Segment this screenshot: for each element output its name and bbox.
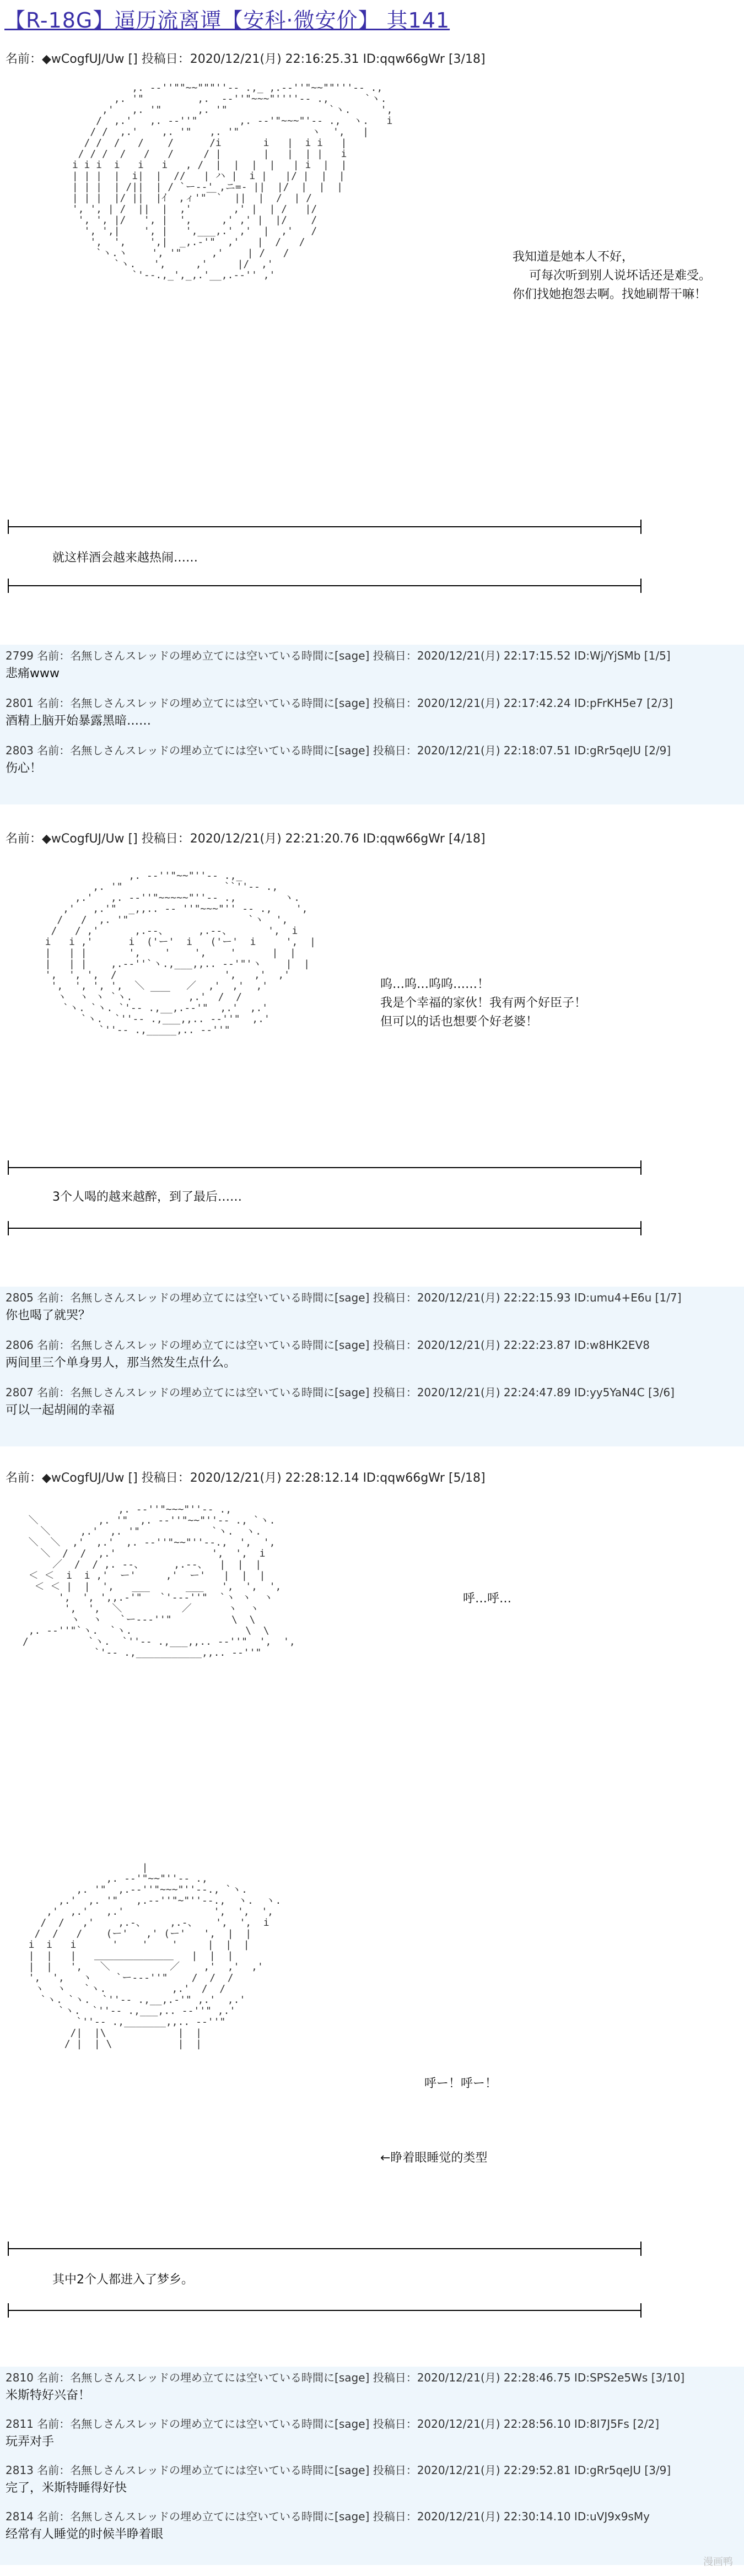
speech-line: 呜…呜…呜呜……！ xyxy=(380,978,490,991)
speech-line: 可每次听到别人说坏话还是难受。 xyxy=(529,269,711,283)
speech-line: 我是个幸福的家伙！我有两个好臣子！ xyxy=(380,996,587,1010)
reply-header: 2811 名前：名無しさんスレッドの埋め立てには空いている時間に[sage] 投稿日：2020/12/21(月) 22:28:56.10 ID:8I7J5Fs [2/2] xyxy=(6,2417,660,2431)
speech-line: 你们找她抱怨去啊。找她刷帮干嘛！ xyxy=(513,288,707,301)
speech-line: 呼…呼… xyxy=(463,1592,512,1606)
reply xyxy=(0,645,744,683)
reply-header: 2799 名前：名無しさんスレッドの埋め立てには空いている時間に[sage] 投稿日：2020/12/21(月) 22:17:15.52 ID:Wj/YjSMb [1/5] xyxy=(6,649,671,662)
post-header: 名前：◆wCogfUJ/Uw [] 投稿日：2020/12/21(月) 22:16:25.31 ID:qqw66gWr [3/18] xyxy=(6,52,486,66)
reply-body: 完了，米斯特睡得好快 xyxy=(6,2481,127,2495)
reply-body: 米斯特好兴奋！ xyxy=(6,2389,91,2402)
reply-header: 2803 名前：名無しさんスレッドの埋め立てには空いている時間に[sage] 投稿日：2020/12/21(月) 22:18:07.51 ID:gRr5qeJU [2/9] xyxy=(6,744,671,757)
post-header: 名前：◆wCogfUJ/Uw [] 投稿日：2020/12/21(月) 22:28:12.14 ID:qqw66gWr [5/18] xyxy=(6,1471,486,1485)
reply-header: 2806 名前：名無しさんスレッドの埋め立てには空いている時間に[sage] 投稿日：2020/12/21(月) 22:22:23.87 ID:w8HK2EV8 xyxy=(6,1338,650,1352)
divider xyxy=(8,2310,641,2311)
reply-body: 经常有人睡觉的时候半睁着眼 xyxy=(6,2528,164,2541)
reply-body: 可以一起胡闹的幸福 xyxy=(6,1403,115,1417)
watermark: 漫画鸭 xyxy=(703,2556,733,2568)
ascii-art: ,. -‐''"~~"''‐- .,_ ,. '" ``''‐- ., ,.' ,. -‐''"~~~~~"''‐- ., ヽ. ,' ,.'" _,,.. -‐ ''"~~~"'' ‐- ., ', / / ,. '" `ヽ ', / / ,' ,.-‐、 ,.-‐、 ', i i i ,' i ('ー' i ('ー' i ', | | | | ', ' ', ' | | | | | ,.-‐''`ヽ.,___,,.. -‐'"'ヽ | | ', ', ', / ', ,' ,' ', ', ', ', ＼ ／ ,' ,' ,' ヽ ヽ ヽ `ヽ. ￣￣ ,.' / / `ヽ. `ヽ. `'‐- .,__,.-‐'" ,.' ,.' `ヽ. `''‐- .,___,,.. -‐''" ,.' `''‐- .,_____,.. -‐''" xyxy=(45,870,316,1036)
speech-line: 但可以的话也想要个好老婆！ xyxy=(380,1015,538,1029)
reply-block xyxy=(0,2367,744,2565)
reply-header: 2813 名前：名無しさんスレッドの埋め立てには空いている時間に[sage] 投稿日：2020/12/21(月) 22:29:52.81 ID:gRr5qeJU [3/9] xyxy=(6,2464,671,2477)
reply-header: 2801 名前：名無しさんスレッドの埋め立てには空いている時間に[sage] 投稿日：2020/12/21(月) 22:17:42.24 ID:pFrKH5e7 [2/3] xyxy=(6,696,673,710)
reply-block xyxy=(0,1287,744,1446)
reply xyxy=(0,2505,744,2544)
reply xyxy=(0,1287,744,1325)
annotation-arrow: ←睁着眼睡觉的类型 xyxy=(380,2151,488,2165)
ascii-art: | ,. -‐'"~~"''‐- ., ,. '" ,.-‐''"~~~"''‐-., `ヽ. ,.' ,. '" ,.-‐''"~"''‐-., ヽ. ヽ. ,' ,.' ,.' ', ', ', / / ,' ,.-、 ,.-、 ', ', i / / / (ー' ,' (ー' ', | | i i i ' ' ' | | | | | | ＿＿＿＿＿＿＿＿ | | | | | ', ＼ ／ ,' ,' ,' ', ', ヽ `ー--‐''" / / / ヽ ヽ `ヽ. ,.' / / `ヽ. `ヽ. `''‐- .,__,.-'" ,.' ,.' `ヽ. `''‐- .,___,.. -‐''" ,.' `''‐- .,_______,,.. -‐''" /| |\ | | / | | \ | | xyxy=(28,1862,282,2050)
post-header: 名前：◆wCogfUJ/Uw [] 投稿日：2020/12/21(月) 22:21:20.76 ID:qqw66gWr [4/18] xyxy=(6,832,486,846)
narration: 其中2个人都进入了梦乡。 xyxy=(52,2273,193,2287)
narration: 就这样酒会越来越热闹…… xyxy=(52,551,198,565)
narration: 3个人喝的越来越醉，到了最后…… xyxy=(52,1190,242,1204)
divider xyxy=(8,1167,641,1168)
reply xyxy=(0,739,744,778)
reply-header: 2810 名前：名無しさんスレッドの埋め立てには空いている時間に[sage] 投稿日：2020/12/21(月) 22:28:46.75 ID:SPS2e5Ws [3/10] xyxy=(6,2371,685,2384)
speech-block xyxy=(424,2075,497,2093)
reply-header: 2807 名前：名無しさんスレッドの埋め立てには空いている時間に[sage] 投稿日：2020/12/21(月) 22:24:47.89 ID:yy5YaN4C [3/6] xyxy=(6,1386,675,1399)
reply-body: 伤心！ xyxy=(6,762,42,775)
reply-body: 你也喝了就哭？ xyxy=(6,1309,91,1322)
reply xyxy=(0,1334,744,1373)
page-title: 【R-18G】逼历流离谭【安科·微安价】 其141 xyxy=(4,8,450,33)
speech-line: 呼ー！呼ー！ xyxy=(424,2077,498,2091)
reply-body: 玩弄对手 xyxy=(6,2435,55,2449)
divider xyxy=(8,2248,641,2249)
reply xyxy=(0,2367,744,2405)
speech-block xyxy=(463,1590,511,1608)
reply xyxy=(0,2459,744,2498)
reply-body: 两间里三个单身男人，那当然发生点什么。 xyxy=(6,1356,236,1370)
divider xyxy=(8,526,641,527)
reply-header: 2805 名前：名無しさんスレッドの埋め立てには空いている時間に[sage] 投稿日：2020/12/21(月) 22:22:15.93 ID:umu4+E6u [1/7] xyxy=(6,1291,682,1304)
reply-header: 2814 名前：名無しさんスレッドの埋め立てには空いている時間に[sage] 投稿日：2020/12/21(月) 22:30:14.10 ID:uVJ9x9sMy xyxy=(6,2510,650,2523)
reply xyxy=(0,2413,744,2451)
ascii-art: ,. -‐''"~~~"''‐- ., ＼ ,. '" ,. -‐''"~~"''‐- ., `ヽ. ＼ ,.' ,. '" `ヽ. ヽ. ＼ ＼ ,' ,.' ,. -‐''"~~"''‐-., ', ', ＼ / / ,.' ', ', i ／ / / ,. --、 ,.--、 | | | ＜ ＜ i i ,' ー' ,' ー' | | | ＜ ＜ | | ', ___ ___ ', ', ', ', ', ',,.-'" `'‐-‐''" `ヽ ヽ ヽ ', ', ＼ ／ ヽ ヽ ヽ ヽ `ー--‐''" \ \ ,. -‐''"`ヽ. `ヽ. \ \ / `ヽ. `''‐- .,___,,.. -‐''" ', ', `'‐- .,___________,,.. -‐''" xyxy=(22,1504,295,1659)
reply-body: 悲痛www xyxy=(6,667,60,681)
reply-block xyxy=(0,645,744,804)
divider xyxy=(8,585,641,586)
speech-line: 我知道是她本人不好， xyxy=(513,250,634,264)
speech-block xyxy=(380,975,586,1032)
reply xyxy=(0,692,744,731)
reply-body: 酒精上脑开始暴露黑暗…… xyxy=(6,714,152,728)
ascii-art: ,. -‐''""~~"""''‐- .,_ ,.-‐''"~~""'''‐- ., ,. '" ,. -‐''"~~~"''''‐- ., `ヽ. ,' ,. '" ,. '" `ヽ. ', / ,.' ,. -‐''" ,. -‐'"~~~"'‐- ., ヽ. i / / ,.' ,. '" ,. '" ヽ ', | / / / / / /i i | i i | / / / / / / / | | | | | i i i i i i i , / | | | | | i | | | | | | i| | // | ハ | i | |/ | | | | | | | /|| | / `ー-‐' ,ニ=- || |/ | | | | | | |/ || |ｲ ,ィ'"￣` || | / | / ', ', | / || | ,' ,' | | / |/ ', ', |/ ', | ', ,' ,' | |/ / ', ',| ', | ',___,.' ,' | ,' / ', ', ',| _,.-'" ,' | / / `ヽ.ヽ ', '" ,' | / / `ヽ. ', ,' |/ ,' `'‐-.,_',_,.'__,.-‐'' ,' xyxy=(72,82,393,281)
divider xyxy=(8,1228,641,1229)
reply xyxy=(0,1381,744,1420)
speech-block xyxy=(513,248,711,304)
